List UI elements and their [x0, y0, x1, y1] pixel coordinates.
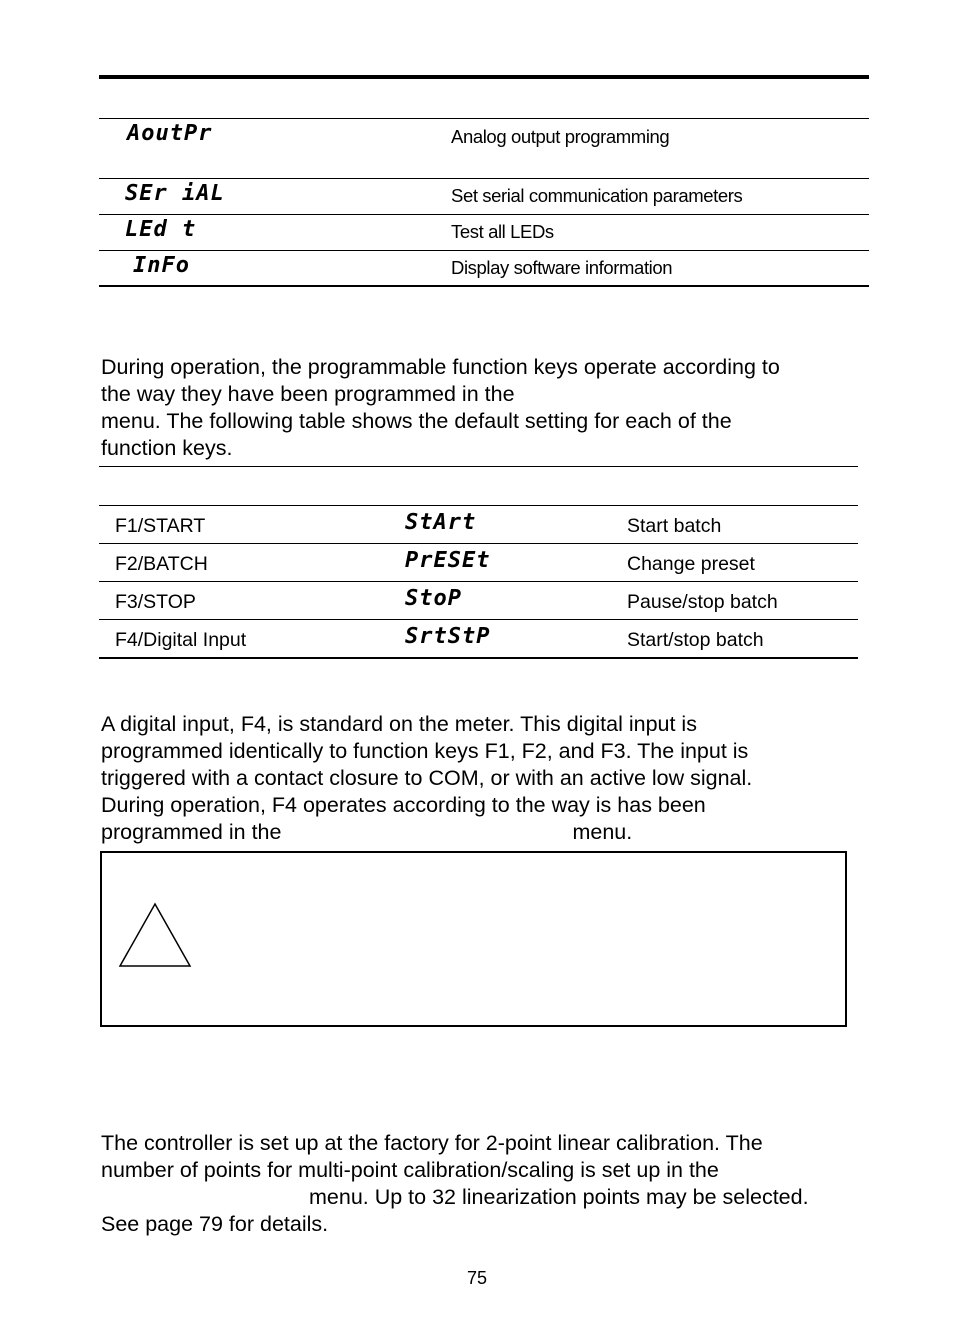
- table-row: [99, 118, 869, 178]
- key-name: F1/START: [115, 515, 206, 537]
- line-end: menu.: [572, 820, 633, 844]
- display-code: PrESEt: [405, 548, 491, 573]
- table-row: [99, 543, 858, 581]
- key-action: Pause/stop batch: [627, 591, 778, 613]
- row-description: Test all LEDs: [451, 221, 554, 242]
- paragraph-line: menu. The following table shows the default setting for each of the: [101, 409, 732, 433]
- display-code: SrtStP: [405, 624, 491, 649]
- display-code: SEr iAL: [125, 181, 225, 206]
- table-row: [99, 619, 858, 659]
- key-action: Start/stop batch: [627, 629, 764, 651]
- caution-box: [100, 851, 847, 1027]
- paragraph-line: During operation, the programmable function keys operate according to: [101, 355, 780, 379]
- table-row: [99, 214, 869, 250]
- section-rule: [99, 466, 858, 467]
- paragraph-line: menu. Up to 32 linearization points may be selected.: [309, 1185, 809, 1209]
- key-action: Change preset: [627, 553, 755, 575]
- paragraph-line: [101, 819, 752, 846]
- key-name: F2/BATCH: [115, 553, 208, 575]
- warning-triangle-icon: [117, 902, 193, 970]
- paragraph-line: triggered with a contact closure to COM, or with an active low signal.: [101, 766, 753, 790]
- paragraph-line: The controller is set up at the factory for 2-point linear calibration. The: [101, 1131, 763, 1155]
- display-code: StArt: [405, 510, 477, 535]
- row-description: Display software information: [451, 257, 673, 278]
- key-action: Start batch: [627, 515, 722, 537]
- table-row: [99, 505, 858, 543]
- paragraph-line: A digital input, F4, is standard on the meter. This digital input is: [101, 712, 697, 736]
- digital-input-paragraph: [101, 711, 752, 846]
- display-code: InFo: [133, 253, 190, 278]
- paragraph-line: number of points for multi-point calibration/scaling is set up in the: [101, 1158, 719, 1182]
- function-keys-table: [99, 505, 858, 659]
- paragraph-line: function keys.: [101, 436, 233, 460]
- header-rule: [99, 75, 869, 79]
- display-code: StoP: [405, 586, 462, 611]
- function-keys-paragraph: [101, 354, 780, 462]
- table-row: [99, 250, 869, 287]
- paragraph-line: See page 79 for details.: [101, 1212, 329, 1236]
- menu-table: [99, 118, 869, 287]
- line-start: programmed in the: [101, 820, 282, 844]
- row-description: Analog output programming: [451, 126, 670, 147]
- page-number: 75: [466, 1268, 488, 1288]
- display-code: AoutPr: [127, 121, 213, 146]
- display-code: LEd t: [125, 217, 197, 242]
- paragraph-line: the way they have been programmed in the: [101, 382, 515, 406]
- row-description: Set serial communication parameters: [451, 185, 743, 206]
- paragraph-line: During operation, F4 operates according to the way is has been: [101, 793, 706, 817]
- key-name: F3/STOP: [115, 591, 196, 613]
- table-row: [99, 581, 858, 619]
- key-name: F4/Digital Input: [115, 629, 247, 651]
- paragraph-line: programmed identically to function keys F1, F2, and F3. The input is: [101, 739, 749, 763]
- calibration-paragraph: [101, 1130, 809, 1238]
- table-row: [99, 178, 869, 214]
